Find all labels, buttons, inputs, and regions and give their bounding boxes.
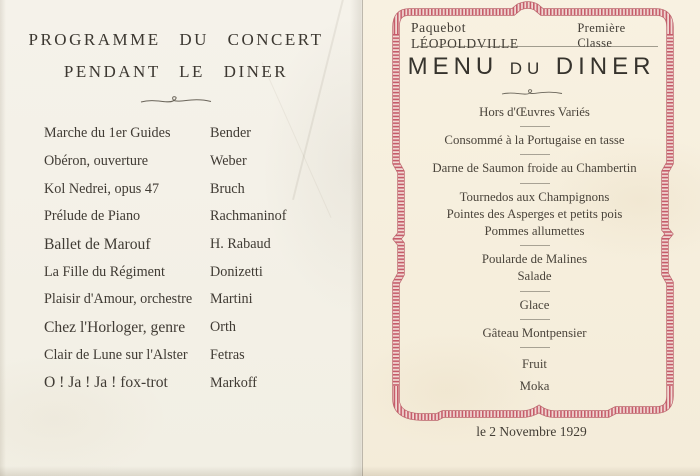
course-group [403, 189, 666, 241]
flourish-divider [0, 94, 352, 112]
programme-title-line1: PROGRAMME DU CONCERT [28, 30, 324, 49]
menu-title-word: DINER [555, 53, 656, 80]
piece-title: Marche du 1er Guides [44, 125, 171, 142]
composer-name: Markoff [210, 374, 258, 391]
course-item: Darne de Saumon froide au Chambertin [432, 161, 637, 176]
menu-title-word: MENU [407, 53, 499, 80]
piece-title: Ballet de Marouf [44, 235, 151, 253]
composer-name: Rachmaninof [210, 208, 287, 225]
course-divider [520, 291, 550, 292]
piece-title: O ! Ja ! Ja ! fox-trot [44, 374, 168, 392]
programme-row [44, 342, 349, 370]
course-group [403, 297, 666, 314]
course-divider [520, 154, 550, 155]
course-divider [520, 245, 550, 246]
piece-title: Obéron, ouverture [44, 153, 149, 170]
flourish-divider [363, 85, 700, 103]
course-item: Hors d'Œuvres Variés [479, 105, 590, 119]
header-rule [417, 46, 658, 47]
menu-header [411, 20, 664, 52]
composer-name: Weber [210, 153, 247, 170]
programme-row [44, 120, 349, 148]
ship-name: Paquebot LÉOPOLDVILLE [411, 20, 519, 51]
course-group [403, 251, 666, 285]
programme-row [44, 286, 349, 314]
course-divider [520, 183, 550, 184]
course-list [403, 104, 666, 397]
course-item: Moka [519, 379, 550, 394]
programme-row [44, 314, 349, 342]
piece-title: Clair de Lune sur l'Alster [44, 346, 188, 363]
course-divider [520, 126, 550, 127]
composer-name: Martini [210, 291, 253, 308]
composer-name: H. Rabaud [210, 236, 271, 253]
programme-row [44, 203, 349, 231]
programme-row [44, 369, 349, 397]
menu-title [363, 53, 700, 81]
composer-name: Donizetti [210, 263, 263, 280]
class-label: Première Classe [577, 21, 626, 50]
course-group [403, 132, 666, 149]
course-divider [520, 319, 550, 320]
menu-date: le 2 Novembre 1929 [476, 424, 587, 439]
programme-title-line2: PENDANT LE DINER [63, 62, 289, 81]
course-divider [520, 347, 550, 348]
course-group [403, 325, 666, 342]
course-item: Pointes des Asperges et petits pois [446, 206, 623, 221]
course-group [403, 104, 666, 121]
scan-edge-shadow [0, 0, 6, 476]
course-group [403, 160, 666, 177]
course-item: Poularde de Malines [481, 252, 588, 267]
course-item: Glace [519, 297, 550, 312]
menu-page [363, 0, 700, 476]
programme-row [44, 175, 349, 203]
course-item: Tournedos aux Champignons [459, 189, 610, 204]
programme-row [44, 231, 349, 259]
piece-title: La Fille du Régiment [44, 263, 165, 280]
composer-name: Bender [210, 125, 251, 142]
composer-name: Bruch [210, 180, 245, 197]
composer-name: Orth [210, 319, 237, 336]
course-item: Pommes allumettes [484, 224, 585, 239]
composer-name: Fetras [210, 346, 245, 363]
piece-title: Plaisir d'Amour, orchestre [44, 291, 193, 308]
course-group [403, 353, 666, 397]
course-item: Salade [517, 269, 552, 284]
course-item: Gâteau Montpensier [482, 325, 587, 340]
piece-title: Kol Nedrei, opus 47 [44, 180, 160, 197]
piece-title: Prélude de Piano [44, 208, 141, 225]
course-item: Fruit [522, 357, 547, 372]
piece-title: Chez l'Horloger, genre [44, 318, 186, 336]
menu-title-word: DU [509, 59, 545, 78]
scan-edge-shadow [0, 466, 700, 476]
programme-row [44, 258, 349, 286]
course-item: Consommé à la Portugaise en tasse [444, 133, 625, 148]
